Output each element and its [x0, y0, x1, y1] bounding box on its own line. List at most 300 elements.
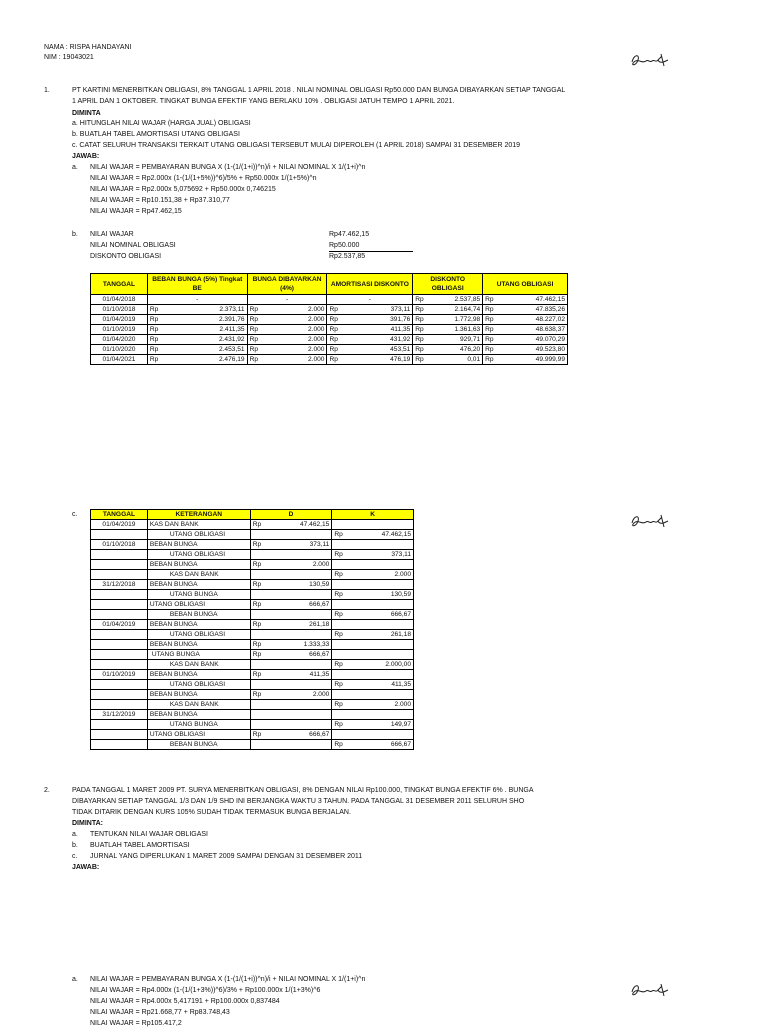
debit-cell [250, 690, 332, 700]
diskonto-cell [413, 305, 483, 315]
table-row [91, 295, 568, 305]
formula-line: NILAI WAJAR = Rp105.417,2 [90, 1020, 182, 1027]
debit-cell [250, 720, 332, 730]
utang-obligasi-cell [483, 325, 568, 335]
diskonto-cell [413, 335, 483, 345]
task-item: BUATLAH TABEL AMORTISASI [90, 842, 190, 849]
amount-value: 666,67 [309, 601, 330, 608]
amount-value: 1.333,33 [303, 641, 330, 648]
table-row [91, 740, 414, 750]
amount-value: 47.462,15 [535, 296, 565, 303]
summary-label: NILAI WAJAR [90, 231, 134, 238]
date-cell [91, 730, 148, 740]
task-item: c. CATAT SELURUH TRANSAKSI TERKAIT UTANG OBLIGASI TERSEBUT MULAI DIPEROLEH (1 APRIL 2018) SAMPAI 31 DESEMBER 2019 [72, 142, 521, 149]
column-header: KETERANGAN [147, 510, 250, 520]
student-name: NAMA : RISPA HANDAYANI [44, 44, 132, 51]
amount-value: 47.462,15 [299, 521, 330, 528]
summary-label: NILAI NOMINAL OBLIGASI [90, 242, 176, 249]
credit-cell [332, 720, 414, 730]
student-nim: NIM : 19043021 [44, 54, 94, 61]
currency-label: Rp [415, 356, 424, 363]
column-header: D [250, 510, 332, 520]
formula-line: NILAI WAJAR = Rp4.000x 5,417191 + Rp100.000x 0,837484 [90, 998, 280, 1005]
account-cell: KAS DAN BANK [147, 520, 250, 530]
table-row [91, 335, 568, 345]
amount-value: 2.000 [307, 346, 325, 353]
currency-label: Rp [249, 306, 259, 313]
table-row [91, 355, 568, 365]
table-row [91, 580, 414, 590]
bunga-dibayarkan-cell: - [247, 295, 327, 305]
debit-cell [250, 680, 332, 690]
table-row [91, 345, 568, 355]
utang-obligasi-cell [483, 355, 568, 365]
table-row [91, 680, 414, 690]
credit-cell [332, 670, 414, 680]
amount-value: 373,11 [309, 541, 330, 548]
amount-value: 411,35 [391, 681, 411, 688]
amount-value: 2.476,19 [218, 356, 245, 363]
table-row [91, 670, 414, 680]
date-cell [91, 610, 148, 620]
amount-value: 130,59 [309, 581, 330, 588]
amount-value: 49.523,80 [535, 346, 565, 353]
table-row [91, 700, 414, 710]
date-cell [91, 740, 148, 750]
column-header: BEBAN BUNGA (5%) Tingkat BE [147, 274, 247, 295]
currency-label: Rp [334, 611, 343, 618]
amount-value: 666,67 [309, 731, 330, 738]
account-cell: BEBAN BUNGA [147, 540, 250, 550]
amount-value: 1.772,98 [454, 316, 481, 323]
answer-label: a. [72, 164, 78, 171]
currency-label: Rp [485, 326, 494, 333]
utang-obligasi-cell [483, 315, 568, 325]
summary-label: DISKONTO OBLIGASI [90, 253, 162, 260]
amortization-table [90, 273, 568, 365]
diskonto-cell [413, 355, 483, 365]
currency-label: Rp [485, 336, 494, 343]
debit-cell [250, 550, 332, 560]
amount-value: 48.227,02 [535, 316, 565, 323]
table-row [91, 690, 414, 700]
credit-cell [332, 550, 414, 560]
amount-value: 2.000 [307, 306, 325, 313]
amount-value: 2.373,11 [219, 306, 245, 313]
debit-cell [250, 580, 332, 590]
summary-value: Rp2.537,85 [329, 253, 366, 260]
debit-cell [250, 590, 332, 600]
currency-label: Rp [249, 326, 259, 333]
amount-value: 2.000 [394, 701, 411, 708]
currency-label: Rp [485, 296, 494, 303]
formula-line: NILAI WAJAR = PEMBAYARAN BUNGA X (1-(1/(1+i))^n)/i + NILAI NOMINAL X 1/(1+i)^n [90, 976, 366, 983]
amount-value: 2.000 [307, 336, 325, 343]
formula-line: NILAI WAJAR = Rp2.000x (1-(1/(1+5%))^6)/5% + Rp50.000x 1/(1+5%)^n [90, 175, 317, 182]
beban-bunga-cell [147, 355, 247, 365]
date-cell [91, 550, 148, 560]
formula-line: NILAI WAJAR = Rp10.151,38 + Rp37.310,77 [90, 197, 230, 204]
currency-label: Rp [415, 336, 424, 343]
debit-cell [250, 670, 332, 680]
column-header: DISKONTO OBLIGASI [413, 274, 483, 295]
currency-label: Rp [329, 326, 338, 333]
credit-cell [332, 610, 414, 620]
table-row [91, 520, 414, 530]
account-cell: BEBAN BUNGA [147, 560, 250, 570]
date-cell [91, 630, 148, 640]
amount-value: 49.999,99 [535, 356, 565, 363]
amount-value: 2.000 [307, 326, 325, 333]
date-cell [91, 650, 148, 660]
bunga-dibayarkan-cell [247, 325, 327, 335]
amount-value: 2.000,00 [385, 661, 411, 668]
account-cell: KAS DAN BANK [147, 660, 250, 670]
credit-cell [332, 600, 414, 610]
amount-value: 391,76 [390, 316, 411, 323]
account-cell: UTANG OBLIGASI [147, 630, 250, 640]
date-cell [91, 680, 148, 690]
question-text: TIDAK DITARIK DENGAN KURS 105% SUDAH TIDAK TERMASUK BUNGA BERJALAN. [72, 809, 351, 816]
currency-label: Rp [252, 581, 262, 588]
currency-label: Rp [329, 346, 338, 353]
table-row [91, 610, 414, 620]
question-number: 2. [44, 787, 50, 794]
account-cell: KAS DAN BANK [147, 570, 250, 580]
bunga-dibayarkan-cell [247, 355, 327, 365]
debit-cell [250, 710, 332, 720]
amount-value: 453,51 [390, 346, 411, 353]
amount-value: 666,67 [390, 611, 411, 618]
table-row [91, 630, 414, 640]
currency-label: Rp [415, 296, 424, 303]
credit-cell [332, 640, 414, 650]
amount-value: 2.391,76 [218, 316, 245, 323]
currency-label: Rp [334, 571, 343, 578]
question-text: 1 APRIL DAN 1 OKTOBER. TINGKAT BUNGA EFEKTIF YANG BERLAKU 10% . OBLIGASI JATUH TEMPO 1 APRIL 2021. [72, 98, 455, 105]
currency-label: Rp [252, 621, 262, 628]
table-row [91, 530, 414, 540]
credit-cell [332, 570, 414, 580]
debit-cell [250, 570, 332, 580]
signature-image [628, 50, 672, 72]
date-cell [91, 640, 148, 650]
currency-label: Rp [485, 316, 494, 323]
table-row [91, 600, 414, 610]
currency-label: Rp [149, 356, 159, 363]
amount-value: 666,67 [390, 741, 411, 748]
currency-label: Rp [252, 521, 262, 528]
utang-obligasi-cell [483, 335, 568, 345]
credit-cell [332, 740, 414, 750]
account-cell: BEBAN BUNGA [147, 640, 250, 650]
credit-cell [332, 700, 414, 710]
debit-cell [250, 630, 332, 640]
amount-value: 48.638,37 [535, 326, 565, 333]
amount-value: 411,35 [390, 326, 411, 333]
summary-value: Rp50.000 [329, 242, 360, 249]
table-row [91, 650, 414, 660]
table-row [91, 305, 568, 315]
amortisasi-cell [327, 305, 413, 315]
answer-label: b. [72, 231, 78, 238]
date-cell: 01/04/2018 [91, 295, 148, 305]
currency-label: Rp [334, 661, 343, 668]
formula-line: NILAI WAJAR = PEMBAYARAN BUNGA X (1-(1/(1+i))^n)/i + NILAI NOMINAL X 1/(1+i)^n [90, 164, 366, 171]
currency-label: Rp [249, 356, 259, 363]
amount-value: 0,01 [467, 356, 481, 363]
table-row [91, 620, 414, 630]
amount-value: 2.000 [307, 356, 325, 363]
diskonto-cell [413, 315, 483, 325]
currency-label: Rp [252, 671, 262, 678]
diskonto-cell [413, 295, 483, 305]
currency-label: Rp [252, 651, 262, 658]
beban-bunga-cell [147, 315, 247, 325]
date-cell: 01/10/2019 [91, 670, 148, 680]
currency-label: Rp [334, 721, 343, 728]
currency-label: Rp [415, 316, 424, 323]
currency-label: Rp [415, 346, 424, 353]
question-number: 1. [44, 87, 50, 94]
amount-value: 2.164,74 [454, 306, 481, 313]
currency-label: Rp [334, 591, 343, 598]
currency-label: Rp [149, 346, 159, 353]
task-item: b. BUATLAH TABEL AMORTISASI UTANG OBLIGASI [72, 131, 240, 138]
currency-label: Rp [334, 551, 343, 558]
currency-label: Rp [252, 561, 262, 568]
table-row [91, 570, 414, 580]
account-cell: UTANG BUNGA [147, 650, 250, 660]
date-cell: 01/10/2018 [91, 305, 148, 315]
jawab-heading: JAWAB: [72, 864, 100, 871]
currency-label: Rp [485, 306, 494, 313]
amount-value: 2.000 [312, 691, 330, 698]
debit-cell [250, 540, 332, 550]
debit-cell [250, 610, 332, 620]
account-cell: UTANG OBLIGASI [147, 730, 250, 740]
amount-value: 373,11 [391, 551, 411, 558]
currency-label: Rp [334, 701, 343, 708]
answer-label: a. [72, 976, 78, 983]
table-row [91, 315, 568, 325]
amount-value: 261,18 [390, 631, 411, 638]
amount-value: 476,20 [459, 346, 481, 353]
credit-cell [332, 660, 414, 670]
currency-label: Rp [329, 356, 338, 363]
date-cell: 01/04/2020 [91, 335, 148, 345]
date-cell: 31/12/2019 [91, 710, 148, 720]
currency-label: Rp [334, 531, 343, 538]
utang-obligasi-cell [483, 305, 568, 315]
signature-image [628, 511, 672, 533]
diminta-heading: DIMINTA: [72, 820, 103, 827]
task-item: JURNAL YANG DIPERLUKAN 1 MARET 2009 SAMPAI DENGAN 31 DESEMBER 2011 [90, 853, 363, 860]
amount-value: 2.000 [394, 571, 411, 578]
date-cell: 01/04/2019 [91, 315, 148, 325]
diskonto-cell [413, 325, 483, 335]
table-header-row [91, 510, 414, 520]
date-cell [91, 660, 148, 670]
account-cell: BEBAN BUNGA [147, 610, 250, 620]
question-text: DIBAYARKAN SETIAP TANGGAL 1/3 DAN 1/9 SHD INI BERJANGKA WAKTU 3 TAHUN. PADA TANGGAL 31 DESEMBER 2011 SELURUH SHO [72, 798, 525, 805]
table-row [91, 730, 414, 740]
answer-label: c. [72, 511, 78, 518]
question-text: PADA TANGGAL 1 MARET 2009 PT. SURYA MENERBITKAN OBLIGASI, 8% DENGAN NILAI Rp100.000, TINGKAT BUNGA EFEKTIF 6% . BUNGA [72, 787, 534, 794]
table-row [91, 590, 414, 600]
currency-label: Rp [334, 631, 343, 638]
currency-label: Rp [249, 336, 259, 343]
debit-cell [250, 530, 332, 540]
formula-line: NILAI WAJAR = Rp2.000x 5,075692 + Rp50.000x 0,746215 [90, 186, 276, 193]
amortisasi-cell [327, 335, 413, 345]
table-row [91, 560, 414, 570]
credit-cell [332, 530, 414, 540]
currency-label: Rp [249, 346, 259, 353]
currency-label: Rp [329, 316, 338, 323]
formula-line: NILAI WAJAR = Rp21.668,77 + Rp83.748,43 [90, 1009, 230, 1016]
amortisasi-cell [327, 355, 413, 365]
account-cell: UTANG BUNGA [147, 720, 250, 730]
task-label: a. [72, 831, 78, 838]
debit-cell [250, 620, 332, 630]
currency-label: Rp [334, 681, 343, 688]
table-row [91, 710, 414, 720]
utang-obligasi-cell [483, 345, 568, 355]
currency-label: Rp [252, 731, 262, 738]
beban-bunga-cell [147, 345, 247, 355]
credit-cell [332, 630, 414, 640]
table-header-row [91, 274, 568, 295]
currency-label: Rp [334, 741, 343, 748]
currency-label: Rp [329, 336, 338, 343]
currency-label: Rp [415, 326, 424, 333]
account-cell: BEBAN BUNGA [147, 710, 250, 720]
currency-label: Rp [485, 346, 494, 353]
credit-cell [332, 690, 414, 700]
currency-label: Rp [329, 306, 338, 313]
credit-cell [332, 620, 414, 630]
amount-value: 411,35 [309, 671, 330, 678]
signature-image [628, 980, 672, 1002]
credit-cell [332, 680, 414, 690]
amount-value: 2.411,35 [219, 326, 245, 333]
amortisasi-cell [327, 315, 413, 325]
currency-label: Rp [415, 306, 424, 313]
formula-line: NILAI WAJAR = Rp4.000x (1-(1/(1+3%))^6)/3% + Rp100.000x 1/(1+3%)^6 [90, 987, 321, 994]
account-cell: BEBAN BUNGA [147, 690, 250, 700]
date-cell: 01/10/2019 [91, 325, 148, 335]
beban-bunga-cell [147, 325, 247, 335]
amount-value: 49.070,29 [535, 336, 565, 343]
utang-obligasi-cell [483, 295, 568, 305]
date-cell [91, 700, 148, 710]
column-header: BUNGA DIBAYARKAN (4%) [247, 274, 327, 295]
currency-label: Rp [485, 356, 494, 363]
amount-value: 373,11 [390, 306, 411, 313]
amortisasi-cell: - [327, 295, 413, 305]
debit-cell [250, 560, 332, 570]
diminta-heading: DIMINTA [72, 110, 101, 117]
question-text: PT KARTINI MENERBITKAN OBLIGASI, 8% TANGGAL 1 APRIL 2018 . NILAI NOMINAL OBLIGASI Rp50.000 DAN BUNGA DIBAYARKAN SETIAP TANGGAL [72, 87, 566, 94]
currency-label: Rp [252, 541, 262, 548]
credit-cell [332, 520, 414, 530]
amount-value: 2.453,51 [218, 346, 245, 353]
account-cell: BEBAN BUNGA [147, 740, 250, 750]
table-row [91, 325, 568, 335]
debit-cell [250, 730, 332, 740]
bunga-dibayarkan-cell [247, 335, 327, 345]
currency-label: Rp [149, 306, 159, 313]
task-item: TENTUKAN NILAI WAJAR OBLIGASI [90, 831, 208, 838]
bunga-dibayarkan-cell [247, 305, 327, 315]
bunga-dibayarkan-cell [247, 315, 327, 325]
currency-label: Rp [149, 316, 159, 323]
table-row [91, 720, 414, 730]
credit-cell [332, 710, 414, 720]
debit-cell [250, 600, 332, 610]
currency-label: Rp [149, 336, 159, 343]
account-cell: BEBAN BUNGA [147, 580, 250, 590]
amount-value: 2.000 [307, 316, 325, 323]
currency-label: Rp [252, 641, 262, 648]
column-header: UTANG OBLIGASI [483, 274, 568, 295]
credit-cell [332, 560, 414, 570]
amount-value: 666,67 [309, 651, 330, 658]
amount-value: 1.361,63 [454, 326, 481, 333]
date-cell [91, 720, 148, 730]
bunga-dibayarkan-cell [247, 345, 327, 355]
account-cell: UTANG OBLIGASI [147, 530, 250, 540]
account-cell: UTANG BUNGA [147, 590, 250, 600]
column-header: TANGGAL [91, 510, 148, 520]
table-row [91, 550, 414, 560]
account-cell: UTANG OBLIGASI [147, 680, 250, 690]
date-cell: 01/10/2020 [91, 345, 148, 355]
account-cell: UTANG OBLIGASI [147, 600, 250, 610]
task-label: c. [72, 853, 78, 860]
journal-table [90, 509, 414, 750]
amount-value: 929,71 [459, 336, 481, 343]
date-cell: 01/04/2021 [91, 355, 148, 365]
table-row [91, 640, 414, 650]
amount-value: 2.000 [312, 561, 330, 568]
debit-cell [250, 520, 332, 530]
task-item: a. HITUNGLAH NILAI WAJAR (HARGA JUAL) OBLIGASI [72, 120, 251, 127]
credit-cell [332, 540, 414, 550]
date-cell [91, 600, 148, 610]
date-cell [91, 530, 148, 540]
summary-value: Rp47.462,15 [329, 231, 370, 238]
beban-bunga-cell: - [147, 295, 247, 305]
amount-value: 149,97 [390, 721, 411, 728]
amount-value: 47.462,15 [381, 531, 411, 538]
date-cell: 31/12/2018 [91, 580, 148, 590]
table-row [91, 540, 414, 550]
currency-label: Rp [252, 691, 262, 698]
date-cell [91, 570, 148, 580]
credit-cell [332, 730, 414, 740]
amount-value: 476,19 [390, 356, 411, 363]
amount-value: 2.537,85 [454, 296, 481, 303]
amount-value: 47.835,26 [535, 306, 565, 313]
beban-bunga-cell [147, 335, 247, 345]
beban-bunga-cell [147, 305, 247, 315]
debit-cell [250, 700, 332, 710]
account-cell: BEBAN BUNGA [147, 670, 250, 680]
currency-label: Rp [252, 601, 262, 608]
date-cell [91, 560, 148, 570]
